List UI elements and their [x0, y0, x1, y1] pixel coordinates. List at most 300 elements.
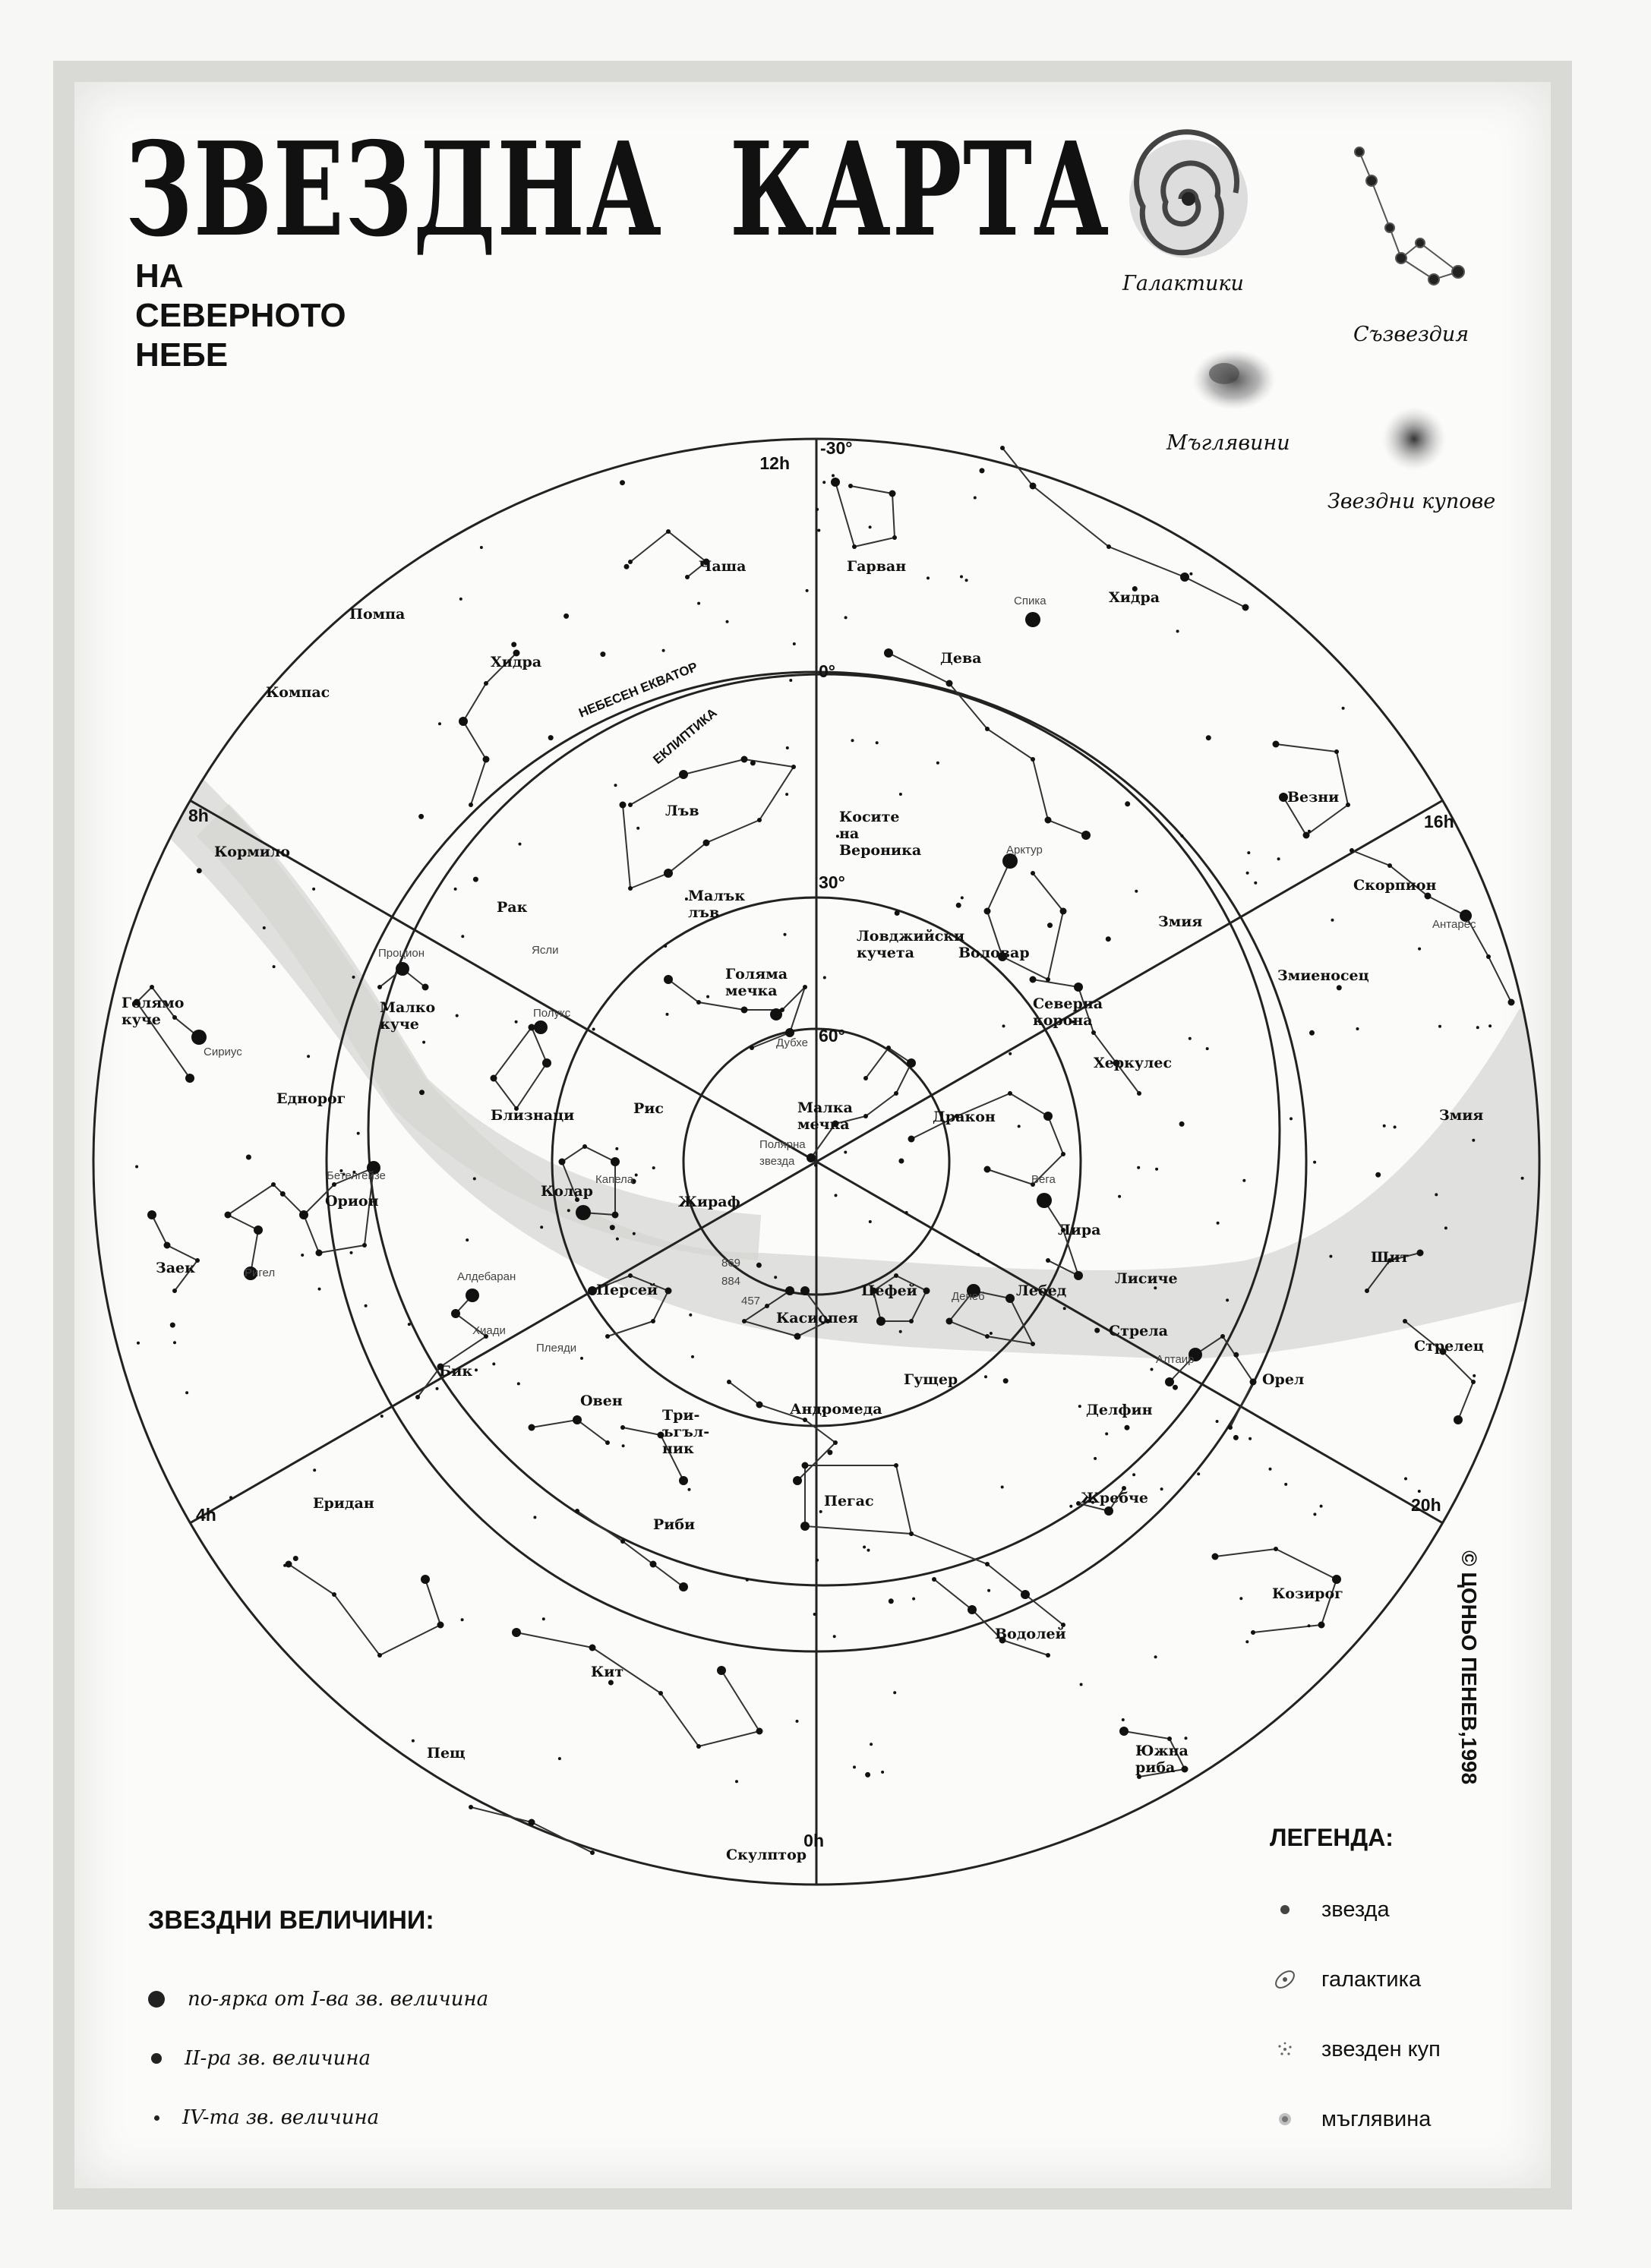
- faint-star-dot: [1329, 1255, 1332, 1258]
- faint-star-dot: [1176, 629, 1179, 632]
- faint-star-dot: [615, 1147, 618, 1150]
- magnitude-row: [148, 2029, 488, 2088]
- star-dot: [1104, 1506, 1113, 1516]
- faint-star-dot: [614, 784, 617, 787]
- constellation-label-eridan: Еридан: [313, 1495, 374, 1512]
- star-label-aldebaran: Алдебаран: [457, 1270, 516, 1283]
- faint-star-dot: [814, 1164, 817, 1167]
- legend-label: мъглявина: [1321, 2106, 1432, 2131]
- faint-star-dot: [352, 976, 355, 979]
- star-dot: [1008, 859, 1012, 863]
- star-dot: [1417, 1250, 1424, 1257]
- faint-star-dot: [867, 1549, 870, 1552]
- star-dot: [332, 1182, 336, 1187]
- legend-label: галактика: [1321, 1967, 1422, 1992]
- faint-star-dot: [1320, 1505, 1323, 1508]
- star-dot: [703, 840, 710, 847]
- star-label-dubhe: Дубхе: [776, 1036, 808, 1049]
- faint-star-dot: [816, 1559, 819, 1562]
- star-dot: [892, 535, 897, 540]
- star-dot: [800, 1522, 810, 1531]
- faint-star-dot: [1125, 1425, 1130, 1431]
- star-dot: [765, 1304, 769, 1308]
- legend-label: звезда: [1321, 1897, 1390, 1922]
- cluster-icon: [1270, 2034, 1300, 2065]
- medium-star-icon: [151, 2053, 162, 2064]
- faint-star-dot: [1309, 1030, 1315, 1036]
- constellation-label-chasha: Чаша: [699, 558, 747, 575]
- faint-star-dot: [438, 722, 441, 725]
- star-label-spika: Спика: [1014, 595, 1046, 607]
- faint-star-dot: [726, 620, 729, 623]
- star-dot: [196, 1034, 203, 1041]
- faint-star-dot: [1179, 1121, 1185, 1127]
- constellation-label-ris: Рис: [633, 1100, 664, 1117]
- star-dot: [628, 560, 633, 564]
- faint-star-dot: [542, 1617, 545, 1620]
- star-dot: [884, 648, 893, 658]
- star-dot: [894, 1091, 898, 1096]
- constellation-figure: [623, 759, 794, 888]
- faint-star-dot: [851, 739, 854, 742]
- faint-star-dot: [1151, 1368, 1154, 1371]
- constellation-label-kosite: Косите на Вероника: [839, 809, 922, 859]
- constellation-label-golyamo-kuche: Голямо куче: [122, 995, 185, 1028]
- faint-star-dot: [475, 1368, 478, 1371]
- faint-star-dot: [956, 903, 961, 908]
- constellation-label-kozirog: Козирог: [1272, 1585, 1343, 1602]
- clusters-label: Звездни купове: [1327, 490, 1496, 513]
- star-dot: [611, 1157, 620, 1166]
- star-dot: [469, 803, 473, 807]
- hour-label-h16: 16h: [1424, 812, 1454, 831]
- star-dot: [559, 1159, 566, 1166]
- faint-star-dot: [784, 933, 787, 936]
- equator-label: НЕБЕСЕН ЕКВАТОР: [576, 659, 700, 721]
- faint-star-dot: [1521, 1177, 1524, 1180]
- constellation-label-kormilo: Кормило: [214, 844, 290, 860]
- faint-star-dot: [899, 793, 902, 796]
- faint-star-dot: [1331, 919, 1334, 922]
- faint-star-dot: [636, 827, 639, 830]
- star-dot: [666, 529, 671, 534]
- star-dot: [1091, 1030, 1096, 1035]
- constellation-label-strela: Стрела: [1109, 1323, 1168, 1339]
- star-dot: [679, 770, 688, 779]
- faint-star-dot: [1063, 1307, 1066, 1310]
- star-dot: [1251, 1630, 1255, 1635]
- star-dot: [685, 575, 690, 579]
- star-dot: [803, 1418, 807, 1422]
- faint-star-dot: [135, 1166, 138, 1169]
- faint-star-dot: [1277, 857, 1280, 860]
- star-dot: [1250, 1379, 1257, 1386]
- star-dot: [1350, 848, 1354, 853]
- constellation-label-pompa: Помпа: [349, 606, 406, 623]
- constellation-label-tsefey: Цефей: [861, 1282, 917, 1299]
- star-dot: [985, 1334, 990, 1339]
- star-dot: [889, 491, 896, 497]
- faint-star-dot: [936, 762, 939, 765]
- faint-star-dot: [558, 1757, 561, 1760]
- star-dot: [271, 1182, 276, 1187]
- star-dot: [1031, 871, 1035, 875]
- hour-label-h8: 8h: [188, 806, 209, 825]
- faint-star-dot: [869, 525, 872, 528]
- faint-star-dot: [697, 602, 700, 605]
- constellation-label-malka-mechka: Малка мечка: [797, 1099, 853, 1133]
- faint-star-dot: [895, 910, 900, 916]
- faint-star-dot: [833, 1635, 836, 1638]
- faint-star-dot: [1476, 1026, 1479, 1029]
- faint-star-dot: [350, 1251, 353, 1254]
- constellations-label: Съзвездия: [1353, 323, 1469, 346]
- constellation-figure: [152, 1215, 197, 1291]
- star-dot: [756, 1728, 763, 1735]
- faint-star-dot: [229, 1496, 232, 1499]
- constellation-label-kit: Кит: [591, 1664, 624, 1680]
- faint-star-dot: [785, 793, 788, 796]
- star-dot: [1165, 1377, 1174, 1386]
- star-dot: [172, 1289, 177, 1293]
- faint-star-dot: [600, 651, 605, 657]
- faint-star-dot: [789, 679, 792, 682]
- star-dot: [741, 1007, 748, 1014]
- star-dot: [909, 1319, 914, 1323]
- star-dot: [717, 1666, 726, 1675]
- deep-sky-label-yasli: Ясли: [532, 944, 559, 957]
- bright-star-icon: [148, 1991, 165, 2008]
- star-dot: [1454, 1415, 1463, 1424]
- faint-star-dot: [977, 1253, 980, 1256]
- star-dot: [529, 1424, 535, 1431]
- star-dot: [582, 1144, 587, 1149]
- faint-star-dot: [412, 1740, 415, 1743]
- faint-star-dot: [827, 1449, 832, 1455]
- faint-star-dot: [746, 1579, 749, 1582]
- star-dot: [664, 869, 673, 878]
- constellation-label-yuzhna-riba: Южна риба: [1135, 1743, 1189, 1776]
- faint-star-dot: [185, 1391, 188, 1394]
- declination-label-d0: 0°: [819, 661, 835, 681]
- faint-star-dot: [1080, 1683, 1083, 1686]
- hour-label-h12: 12h: [759, 453, 790, 473]
- faint-star-dot: [301, 1254, 304, 1257]
- faint-star-dot: [313, 1468, 316, 1472]
- star-dot: [377, 985, 382, 989]
- star-label-polyarna: Полярна звезда: [759, 1138, 806, 1168]
- constellation-label-lira: Лира: [1058, 1222, 1101, 1238]
- star-dots: [134, 446, 1524, 1855]
- legend-heading: ЛЕГЕНДА:: [1270, 1824, 1394, 1851]
- star-dot: [984, 908, 991, 915]
- nebulae-label: Мъглявини: [1166, 431, 1290, 455]
- star-dot: [1403, 1319, 1407, 1323]
- star-dot: [605, 1334, 610, 1339]
- star-dot: [831, 478, 840, 487]
- faint-star-dot: [870, 1743, 873, 1746]
- faint-star-icon: [154, 2115, 159, 2121]
- constellation-label-hidra-2: Хидра: [491, 654, 542, 670]
- faint-star-dot: [912, 1598, 915, 1601]
- star-label-deneb: Денеб: [952, 1290, 985, 1303]
- faint-star-dot: [357, 1132, 360, 1135]
- faint-star-dot: [1155, 1168, 1158, 1171]
- star-dot: [628, 803, 633, 807]
- star-dot: [628, 886, 633, 891]
- star-dot: [1486, 954, 1491, 959]
- faint-star-dot: [652, 1166, 655, 1169]
- star-dot: [459, 717, 468, 726]
- faint-star-dot: [793, 642, 796, 645]
- faint-star-dot: [592, 1028, 595, 1031]
- star-dot: [1365, 1289, 1369, 1293]
- faint-star-dot: [137, 1342, 140, 1345]
- copyright: © ЦОНЬО ПЕНЕВ,1998: [1457, 1550, 1481, 1785]
- faint-star-dot: [1418, 1490, 1421, 1493]
- magnitude-row: [148, 2088, 488, 2147]
- star-dot: [750, 1046, 754, 1050]
- star-dot: [483, 756, 490, 763]
- constellation-label-kasiopeya: Касиопея: [776, 1310, 858, 1326]
- faint-star-dot: [608, 1680, 614, 1686]
- star-dot: [1030, 483, 1037, 490]
- faint-star-dot: [756, 1263, 762, 1268]
- star-dot: [908, 1136, 915, 1143]
- constellation-label-malak-lav: Малък лъв: [688, 888, 746, 921]
- constellation-label-lovdzhiyski: Ловджийски кучета: [857, 928, 965, 961]
- faint-star-dot: [273, 965, 276, 968]
- faint-star-dot: [620, 480, 625, 485]
- faint-star-dot: [1125, 801, 1130, 806]
- star-dot: [852, 544, 857, 549]
- star-dot: [1046, 1258, 1050, 1263]
- star-dot: [1021, 1590, 1030, 1599]
- faint-star-dot: [461, 1618, 464, 1621]
- star-dot: [696, 1744, 701, 1749]
- faint-star-dot: [473, 877, 478, 882]
- star-dot: [573, 1415, 582, 1424]
- star-label-sirius: Сириус: [204, 1046, 242, 1058]
- constellation-label-skulptor: Скулптор: [726, 1847, 807, 1863]
- magnitude-label: II-ра зв. величина: [185, 2047, 371, 2070]
- star-dot: [581, 1210, 586, 1215]
- star-dot: [620, 802, 627, 809]
- constellation-label-hidra-1: Хидра: [1109, 589, 1160, 606]
- deep-sky-label-ngc884: 884: [721, 1275, 741, 1288]
- faint-star-dot: [1197, 1472, 1200, 1475]
- faint-star-dot: [1375, 1172, 1381, 1178]
- constellation-figure: [1405, 1321, 1473, 1420]
- constellation-label-kolar: Колар: [541, 1183, 593, 1200]
- faint-star-dot: [1189, 1037, 1192, 1040]
- star-dot: [301, 1213, 306, 1217]
- faint-star-dot: [905, 1211, 908, 1214]
- star-dot: [542, 1058, 551, 1068]
- star-dot: [1042, 1198, 1046, 1203]
- faint-star-dot: [408, 1323, 411, 1326]
- nebula-icon: [1270, 2104, 1300, 2134]
- star-dot: [1387, 863, 1392, 868]
- constellation-label-skorpion: Скорпион: [1353, 877, 1437, 894]
- star-dot: [1182, 1766, 1189, 1773]
- faint-star-dot: [1242, 1179, 1245, 1182]
- star-dot: [741, 756, 748, 763]
- faint-star-dot: [616, 1238, 619, 1241]
- star-dot: [1228, 1425, 1233, 1430]
- star-label-vega: Вега: [1031, 1173, 1056, 1186]
- faint-star-dot: [1009, 1052, 1012, 1055]
- star-dot: [590, 1850, 595, 1855]
- faint-star-dot: [1018, 1125, 1021, 1128]
- star-dot: [1334, 749, 1339, 754]
- constellation-figure: [418, 1295, 486, 1397]
- deep-sky-label-hiadi: Хиади: [472, 1324, 506, 1337]
- star-dot: [362, 1243, 367, 1248]
- faint-star-dot: [688, 1488, 691, 1491]
- faint-star-dot: [1216, 1420, 1219, 1423]
- star-dot: [863, 1114, 868, 1118]
- faint-star-dot: [1226, 1298, 1229, 1301]
- star-dot: [529, 1819, 535, 1826]
- star-dot: [254, 1225, 263, 1235]
- faint-star-dot: [1284, 1483, 1287, 1486]
- faint-star-dot: [786, 746, 789, 749]
- constellation-figure: [1352, 850, 1511, 1002]
- star-dot: [658, 1691, 663, 1695]
- star-dot: [1346, 803, 1350, 807]
- faint-star-dot: [454, 888, 457, 891]
- star-dot: [421, 1575, 430, 1584]
- star-dot: [195, 1258, 200, 1263]
- constellation-figure: [471, 1807, 592, 1853]
- deep-sky-label-ngc457: 457: [741, 1295, 761, 1307]
- faint-star-dot: [263, 926, 266, 929]
- faint-star-dot: [984, 1375, 987, 1378]
- legend: [1270, 1824, 1441, 2154]
- galaxies-label: Галактики: [1122, 272, 1244, 295]
- star-dot: [484, 681, 488, 686]
- star-dot: [727, 1380, 731, 1384]
- star-dot: [1000, 446, 1005, 450]
- star-dot: [400, 967, 405, 971]
- faint-star-dot: [1269, 1468, 1272, 1471]
- faint-star-dot: [735, 1780, 738, 1783]
- legend-row: [1270, 1875, 1441, 1945]
- star-dot: [1030, 976, 1037, 983]
- magnitudes-heading: ЗВЕЗДНИ ВЕЛИЧИНИ:: [148, 1906, 434, 1935]
- declination-label-d_minus30: -30°: [820, 438, 853, 458]
- faint-star-dot: [822, 481, 826, 484]
- faint-star-dot: [1135, 890, 1138, 893]
- faint-star-dot: [853, 1765, 856, 1768]
- faint-star-dot: [1245, 1640, 1249, 1643]
- constellation-label-gushter: Гущер: [904, 1371, 958, 1388]
- faint-star-dot: [1313, 1161, 1316, 1164]
- subtitle-line: НА: [135, 257, 184, 295]
- faint-star-dot: [1246, 872, 1249, 875]
- star-dot: [848, 484, 853, 488]
- faint-star-dot: [832, 474, 835, 477]
- constellation-label-persey: Персей: [596, 1282, 658, 1298]
- star-dot: [665, 1288, 672, 1295]
- star-dot: [147, 1210, 156, 1219]
- faint-star-dot: [666, 1013, 669, 1016]
- star-label-antares: Антарес: [1432, 918, 1476, 931]
- star-label-altair: Алтаир: [1156, 1353, 1195, 1366]
- faint-star-dot: [307, 1055, 310, 1058]
- faint-star-dot: [418, 814, 424, 819]
- faint-star-dot: [563, 614, 569, 619]
- faint-star-dot: [774, 1276, 777, 1279]
- star-dot: [1046, 977, 1050, 982]
- star-dot: [628, 1273, 633, 1278]
- star-dot: [491, 1075, 497, 1082]
- star-dot: [512, 1628, 521, 1637]
- star-dot: [316, 1250, 323, 1257]
- faint-star-dot: [515, 1020, 518, 1024]
- faint-star-dot: [835, 1194, 838, 1197]
- faint-star-dot: [960, 576, 963, 579]
- faint-star-dot: [473, 1177, 476, 1180]
- star-dot: [757, 818, 762, 822]
- constellation-figure: [889, 653, 1086, 835]
- star-dot: [286, 1561, 292, 1568]
- star-dot: [225, 1212, 232, 1219]
- faint-star-dot: [1435, 1193, 1438, 1196]
- star-label-kapela: Капела: [595, 1173, 634, 1186]
- ecliptic-label: ЕКЛИПТИКА: [650, 705, 720, 768]
- faint-star-dot: [492, 1362, 495, 1365]
- constellation-label-orel: Орел: [1262, 1371, 1305, 1388]
- faint-star-dot: [1308, 830, 1311, 833]
- constellation-label-lebed: Лебед: [1016, 1282, 1067, 1299]
- legend-row: [1270, 1945, 1441, 2014]
- constellation-figure: [532, 1420, 608, 1443]
- constellation-label-zmiya-1: Змия: [1158, 913, 1203, 930]
- faint-star-dot: [622, 1444, 625, 1447]
- hour-label-h0: 0h: [803, 1831, 824, 1850]
- faint-star-dot: [1394, 1125, 1397, 1128]
- constellation-label-dieva: Дева: [940, 650, 982, 667]
- star-dot: [1180, 573, 1189, 582]
- faint-star-dot: [312, 888, 315, 891]
- faint-star-dot: [961, 896, 964, 899]
- star-dot: [664, 975, 673, 984]
- faint-star-dot: [173, 1341, 176, 1344]
- star-label-protsion: Процион: [378, 947, 425, 960]
- star-dot: [1212, 1554, 1219, 1560]
- constellation-label-rak: Рак: [497, 899, 528, 916]
- star-dot: [809, 1156, 813, 1160]
- faint-star-dot: [1118, 1195, 1121, 1198]
- constellation-figure: [228, 1184, 304, 1273]
- constellation-figure: [289, 1564, 440, 1655]
- constellation-label-zaek: Заек: [156, 1260, 195, 1276]
- faint-star-dot: [1094, 1457, 1097, 1460]
- star-dot: [1005, 1294, 1015, 1303]
- faint-star-dot: [806, 589, 809, 592]
- constellation-figure: [516, 1632, 759, 1746]
- faint-star-dot: [881, 1771, 884, 1774]
- faint-star-dot: [511, 642, 516, 647]
- hour-label-h4: 4h: [196, 1505, 216, 1525]
- star-dot: [785, 1286, 794, 1295]
- faint-star-dot: [1239, 1597, 1242, 1600]
- constellation-label-andromeda: Андромеда: [790, 1401, 882, 1418]
- star-dot: [620, 1539, 625, 1544]
- star-dot: [1074, 1271, 1083, 1280]
